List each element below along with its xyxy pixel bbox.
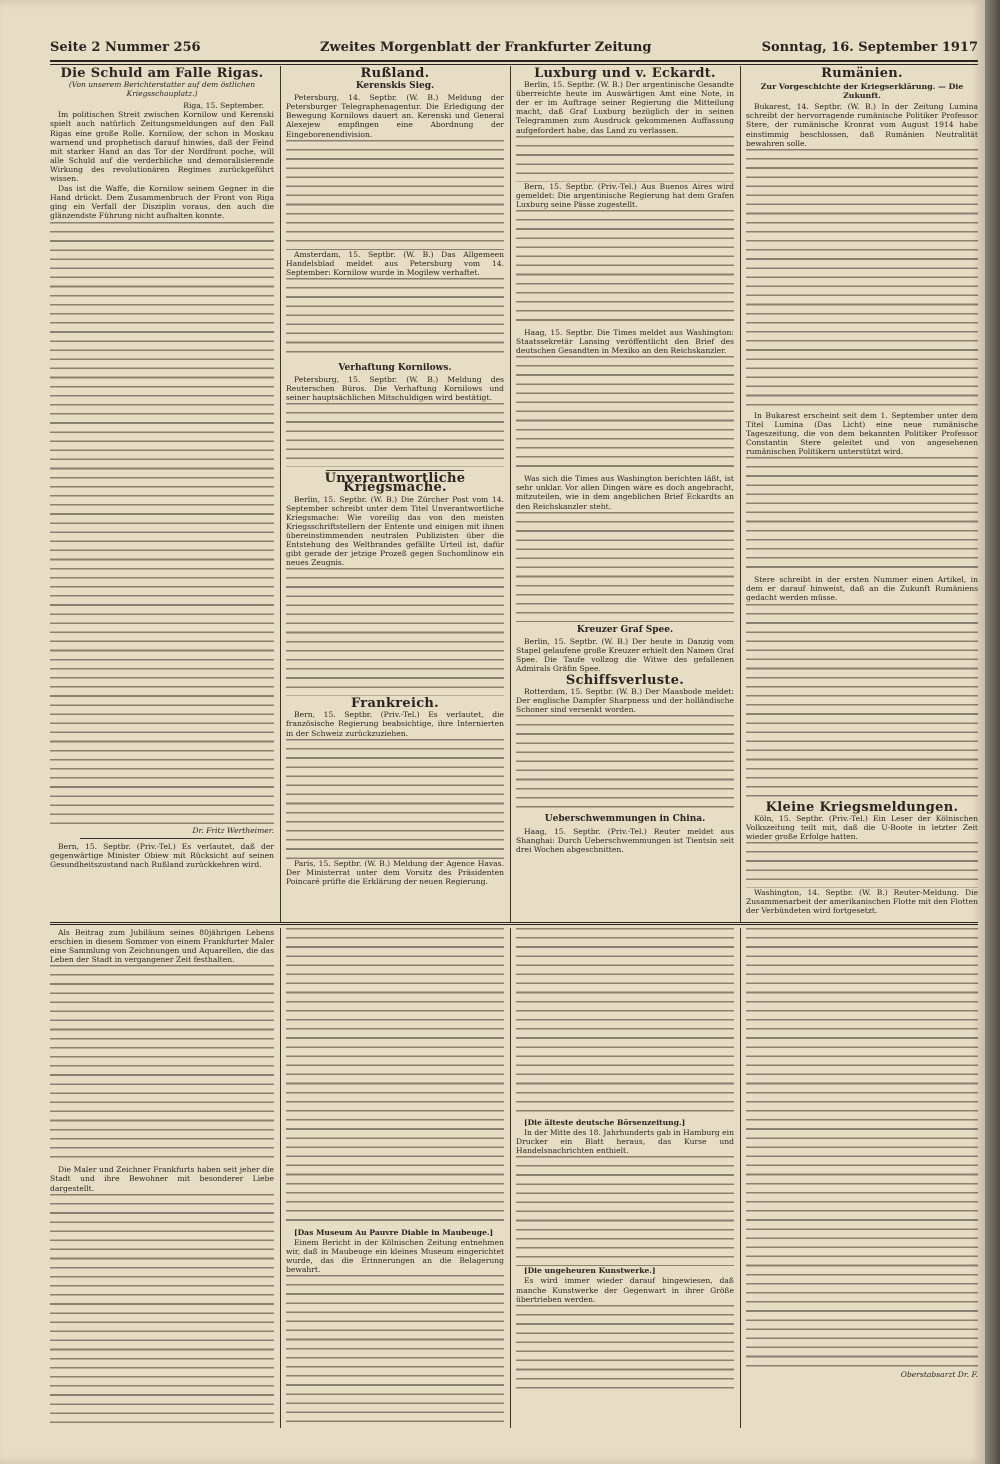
paragraph: Rotterdam, 15. Septbr. (W. B.) Der Maasbode meldet: Der englische Dampfer Sharpness und der holländische Schoner sind versenkt worden.	[516, 687, 734, 715]
article-signature: Dr. Fritz Wertheimer.	[192, 825, 274, 835]
dateline: Riga, 15. September.	[183, 101, 264, 111]
paragraph: Washington, 14. Septbr. (W. B.) Reuter-Meldung. Die Zusammenarbeit der amerikanischen Flotte mit den Flotten der Verbündeten wird fortgesetzt.	[746, 887, 978, 916]
article-body-text	[516, 356, 734, 474]
article-body-text	[50, 965, 274, 1165]
column-4	[746, 66, 978, 922]
article-body-text	[746, 149, 978, 411]
paragraph: Bukarest, 14. Septbr. (W. B.) In der Zeitung Lumina schreibt der hervorragende rumänische Politiker Professor Stere, der rumänische Kronrat vom August 1914 habe einstimmig beschlossen, daß Rumänien Neutralität bewahren solle.	[746, 102, 978, 148]
paragraph: Berlin, 15. Septbr. (W. B.) Der heute in Danzig vom Stapel gelaufene große Kreuzer erhielt den Namen Graf Spee. Die Taufe vollzog die Witwe des gefallenen Admirals Gräfin Spee.	[516, 636, 734, 673]
paragraph: In Bukarest erscheint seit dem 1. September unter dem Titel Lumina (Das Licht) eine neue rumänische Tageszeitung, die von dem bekannten Politiker Professor Constantin Stere geleitet und von angesehenen rumänischen Politikern unterstützt wird.	[746, 410, 978, 457]
masthead-rule-thin	[50, 64, 978, 65]
paragraph: Im politischen Streit zwischen Kornilow und Kerenski spielt auch natürlich Zeitungsmeldungen auf den Fall Rigas eine große Rolle. Kornilow, der schon in Moskau warnend und prophetisch darauf hinwies, daß der Feind mit starker Hand an das Tor der Nordfront poche, will alle Schuld auf die verderbliche und demoralisierende Wirkung des revolutionären Regimes zurückgeführt wissen.	[50, 110, 274, 184]
article-body-text	[286, 568, 504, 696]
paragraph: Bern, 15. Septbr. (Priv.-Tel.) Es verlautet, daß der gegenwärtige Minister Obiew mit Rücksicht auf seinen Gesundheitszustand nach Rußland zurückkehren wird.	[50, 841, 274, 869]
masthead	[50, 40, 978, 62]
article-title: Kleine Kriegsmeldungen.	[765, 799, 959, 815]
scan-edge	[985, 0, 1000, 1464]
feuilleton-separator	[50, 922, 978, 925]
masthead-rule	[50, 60, 978, 62]
article-body-text	[516, 1156, 734, 1266]
section-heading: Kerenskis Sieg.	[355, 81, 435, 92]
article-body-text	[746, 604, 978, 800]
section-heading: Ueberschwemmungen in China.	[544, 814, 706, 825]
article-body-text	[516, 136, 734, 182]
masthead-page-number: Seite 2 Nummer 256	[50, 40, 201, 55]
article-subtitle: (Von unserem Berichterstatter auf dem östlichen Kriegsschauplatz.)	[68, 80, 256, 99]
paragraph: Berlin, 15. Septbr. (W. B.) Der argentinische Gesandte überreichte heute im Auswärtigen Amt eine Note, in der er im Auftrage seiner Regierung die Mitteilung macht, daß Graf Luxburg bezüglich der in seinen Telegrammen zum Ausdruck gekommenen Auffassung aufgefordert habe, das Land zu verlassen.	[516, 80, 734, 135]
paragraph: Stere schreibt in der ersten Nummer einen Artikel, in dem er darauf hinweist, daß an die Zukunft Rumäniens gedacht werden müsse.	[746, 575, 978, 603]
column-3	[516, 66, 734, 922]
article-title: Frankreich.	[351, 696, 439, 712]
article-body-text	[286, 403, 504, 467]
article-body-text	[286, 928, 504, 1228]
paragraph: Berlin, 15. Septbr. (W. B.) Die Zürcher Post vom 14. September schreibt unter dem Titel Unverantwortliche Kriegsmache: Wie voreilig das von den meisten Kriegsschriftstellern der Entente und einigen mit ihnen übereinstimmenden neutralen Publizisten über die Entstehung des Weltbrandes gefällte Urteil ist, dafür gibt gerade der jetzige Prozeß gegen Suchomlinow ein neues Zeugnis.	[286, 494, 504, 568]
article-title: Rumänien.	[821, 66, 903, 81]
column-2	[286, 66, 504, 922]
section-heading: Verhaftung Kornilows.	[338, 362, 452, 373]
paragraph: Einem Bericht in der Kölnischen Zeitung entnehmen wir, daß in Maubeuge ein kleines Museum eingerichtet wurde, das die Erinnerungen an die Belagerung bewahrt.	[286, 1238, 504, 1275]
article-body-text	[746, 457, 978, 575]
column-divider	[740, 66, 741, 922]
feuilleton-signature: Oberstabsarzt Dr. F.	[900, 1370, 978, 1379]
paragraph: Paris, 15. Septbr. (W. B.) Meldung der Agence Havas. Der Ministerrat unter dem Vorsitz des Präsidenten Poincaré prüfte die Erklärung der neuen Regierung.	[286, 858, 504, 886]
column-divider	[510, 66, 511, 922]
column-divider	[510, 928, 511, 1428]
article-body-text	[286, 1275, 504, 1425]
paragraph: Bern, 15. Septbr. (Priv.-Tel.) Es verlautet, die französische Regierung beabsichtige, ihre Internierten in der Schweiz zurückzuziehen.	[286, 710, 504, 738]
section-divider	[80, 838, 244, 839]
article-title: Die Schuld am Falle Rigas.	[60, 66, 264, 81]
paragraph: Petersburg, 14. Septbr. (W. B.) Meldung der Petersburger Telegraphenagentur. Die Erledigung der Bewegung Kornilows dauert an. Kerenski und General Alexejew empfingen eine Abordnung der Eingeborenendivision.	[286, 93, 504, 139]
paragraph: Was sich die Times aus Washington berichten läßt, ist sehr unklar. Vor allen Dingen wäre es doch angebracht, mitzuteilen, wie in dem angeblichen Brief Eckardts an den Reichskanzler steht.	[516, 474, 734, 511]
feuilleton-column-2	[286, 928, 504, 1428]
paragraph: Die Maler und Zeichner Frankfurts haben seit jeher die Stadt und ihre Bewohner mit besonderer Liebe dargestellt.	[50, 1165, 274, 1193]
feuilleton-column-3	[516, 928, 734, 1428]
feuilleton-column-4	[746, 928, 978, 1428]
section-heading: Zur Vorgeschichte der Kriegserklärung. — Die Zukunft.	[760, 82, 964, 101]
masthead-paper-title: Zweites Morgenblatt der Frankfurter Zeitung	[320, 40, 652, 55]
paragraph: Das ist die Waffe, die Kornilow seinem Gegner in die Hand drückt. Dem Zusammenbruch der Front von Riga ging ein Verfall der Disziplin voraus, den auch die glänzendste Führung nicht aufhalten konnte.	[50, 184, 274, 221]
article-body-text	[286, 278, 504, 360]
article-body-text	[286, 140, 504, 250]
article-title: Rußland.	[360, 66, 430, 81]
article-body-text	[286, 739, 504, 859]
paragraph: Amsterdam, 15. Septbr. (W. B.) Das Allgemeen Handelsblad meldet aus Petersburg vom 14. September: Kornilow wurde in Mogilew verhaftet.	[286, 249, 504, 277]
paragraph: Als Beitrag zum Jubiläum seines 80jährigen Lebens erschien in diesem Sommer von einem Frankfurter Maler eine Sammlung von Zeichnungen und Aquarellen, die das Leben der Stadt in vergangener Zeit festhalten.	[50, 928, 274, 965]
column-divider	[740, 928, 741, 1428]
article-body-text	[50, 222, 274, 824]
section-heading: [Die älteste deutsche Börsenzeitung.]	[524, 1118, 686, 1127]
feuilleton-column-1	[50, 928, 274, 1428]
article-body-text	[516, 210, 734, 328]
paragraph: In der Mitte des 18. Jahrhunderts gab in Hamburg ein Drucker ein Blatt heraus, das Kurse und Handelsnachrichten enthielt.	[516, 1128, 734, 1156]
column-divider	[280, 66, 281, 922]
paragraph: Petersburg, 15. Septbr. (W. B.) Meldung des Reuterschen Büros. Die Verhaftung Kornilows und seiner hauptsächlichen Mitschuldigen wird bestätigt.	[286, 375, 504, 403]
paragraph: Bern, 15. Septbr. (Priv.-Tel.) Aus Buenos Aires wird gemeldet: Die argentinische Regierung hat dem Grafen Luxburg seine Pässe zugestellt.	[516, 181, 734, 209]
masthead-date: Sonntag, 16. September 1917	[761, 40, 978, 55]
paragraph: Es wird immer wieder darauf hingewiesen, daß manche Kunstwerke der Gegenwart in ihrer Größe übertrieben werden.	[516, 1276, 734, 1304]
article-body-text	[516, 928, 734, 1118]
column-1	[50, 66, 274, 922]
article-body-text	[516, 512, 734, 622]
section-heading: [Das Museum Au Pauvre Diable in Maubeuge.]	[294, 1228, 494, 1237]
section-divider	[326, 470, 464, 471]
article-body-text	[50, 1194, 274, 1428]
article-body-text	[516, 1305, 734, 1395]
article-title: Luxburg und v. Eckardt.	[534, 66, 716, 81]
article-title: Schiffsverluste.	[565, 673, 685, 689]
article-body-text	[516, 715, 734, 811]
section-heading: Kreuzer Graf Spee.	[576, 624, 674, 635]
article-body-text	[746, 842, 978, 888]
column-divider	[280, 928, 281, 1428]
paragraph: Haag, 15. Septbr. Die Times meldet aus Washington: Staatssekretär Lansing veröffentlicht den Brief des deutschen Gesandten in Mexiko an den Reichskanzler.	[516, 327, 734, 356]
article-title: Unverantwortliche Kriegsmache.	[324, 471, 466, 496]
section-heading: [Die ungeheuren Kunstwerke.]	[524, 1266, 656, 1276]
article-body-text	[746, 928, 978, 1368]
paragraph: Köln, 15. Septbr. (Priv.-Tel.) Ein Leser der Kölnischen Volkszeitung teilt mit, daß die U-Boote in letzter Zeit wieder große Erfolge hatten.	[746, 813, 978, 841]
paragraph: Haag, 15. Septbr. (Priv.-Tel.) Reuter meldet aus Shanghai: Durch Ueberschwemmungen ist Tientsin seit drei Wochen abgeschnitten.	[516, 826, 734, 854]
